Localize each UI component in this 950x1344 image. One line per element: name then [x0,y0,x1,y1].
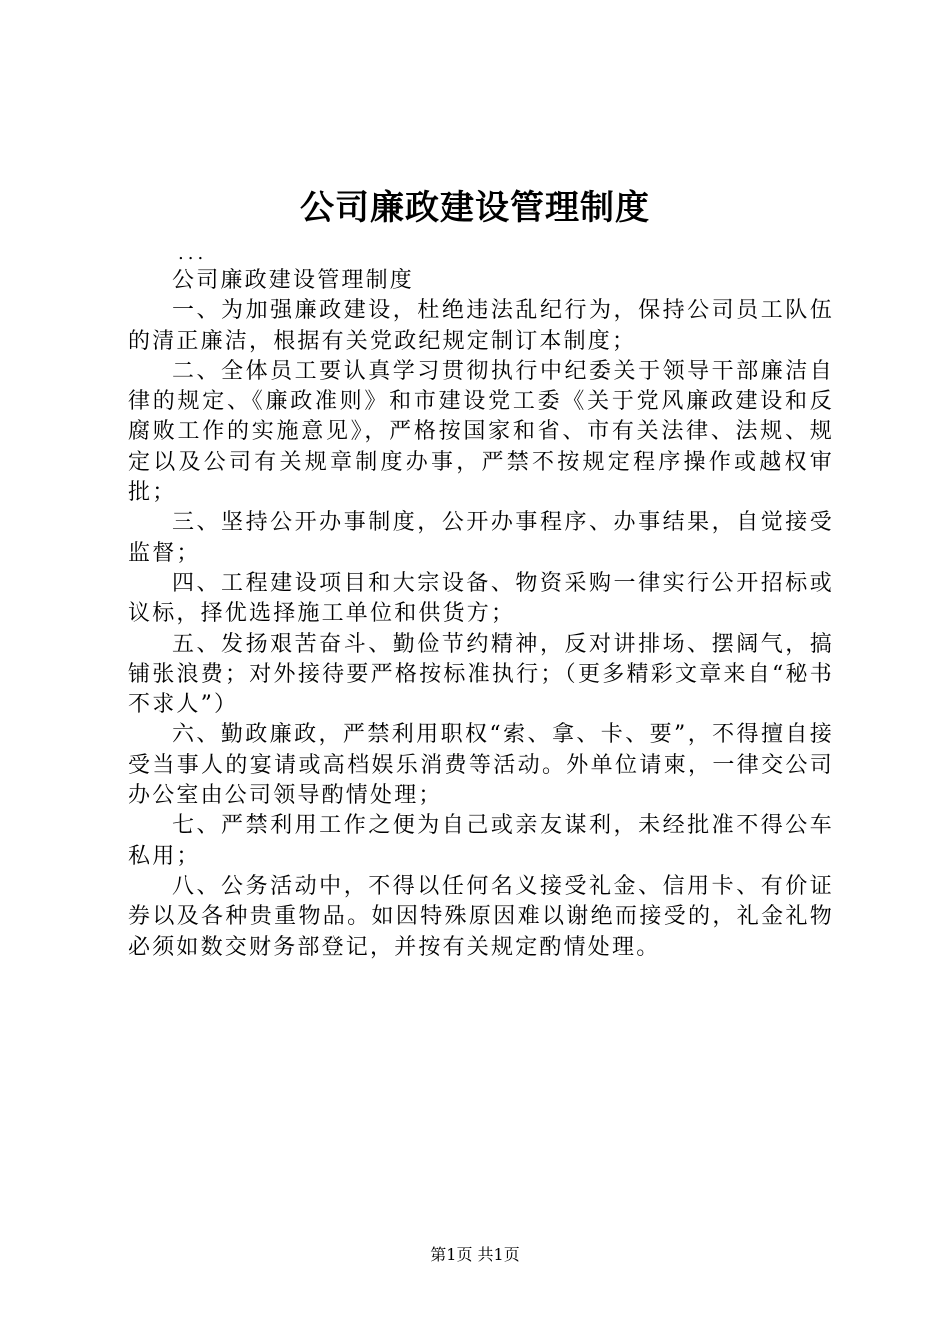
paragraph-6: 六、勤政廉政，严禁利用职权“索、拿、卡、要”，不得擅自接受当事人的宴请或高档娱乐消费等活动。外单位请柬，一律交公司办公室由公司领导酌情处理； [128,722,834,809]
paragraph-7: 七、严禁利用工作之便为自己或亲友谋利，未经批准不得公车私用； [128,813,834,869]
page-footer: 第1页 共1页 [430,1245,520,1264]
paragraph-5: 五、发扬艰苦奋斗、勤俭节约精神，反对讲排场、摆阔气，搞铺张浪费；对外接待要严格按标准执行；（更多精彩文章来自“秘书不求人”） [128,631,834,718]
paragraph-8: 八、公务活动中，不得以任何名义接受礼金、信用卡、有价证券以及各种贵重物品。如因特殊原因难以谢绝而接受的，礼金礼物必须如数交财务部登记，并按有关规定酌情处理。 [128,873,834,960]
document-body [128,266,834,963]
paragraph-1: 一、为加强廉政建设，杜绝违法乱纪行为，保持公司员工队伍的清正廉洁，根据有关党政纪规定制订本制度； [128,298,834,354]
paragraph-3: 三、坚持公开办事制度，公开办事程序、办事结果，自觉接受监督； [128,510,834,566]
document-subtitle: 公司廉政建设管理制度 [172,268,415,293]
paragraph-2: 二、全体员工要认真学习贯彻执行中纪委关于领导干部廉洁自律的规定、《廉政准则》和市建设党工委《关于党风廉政建设和反腐败工作的实施意见》，严格按国家和省、市有关法律、法规、规定以及公司有关规章制度办事，严禁不按规定程序操作或越权审批； [128,358,834,506]
paragraph-4: 四、工程建设项目和大宗设备、物资采购一律实行公开招标或议标，择优选择施工单位和供货方； [128,570,834,627]
ellipsis-marker: ... [178,243,208,264]
document-title: 公司廉政建设管理制度 [300,188,650,228]
